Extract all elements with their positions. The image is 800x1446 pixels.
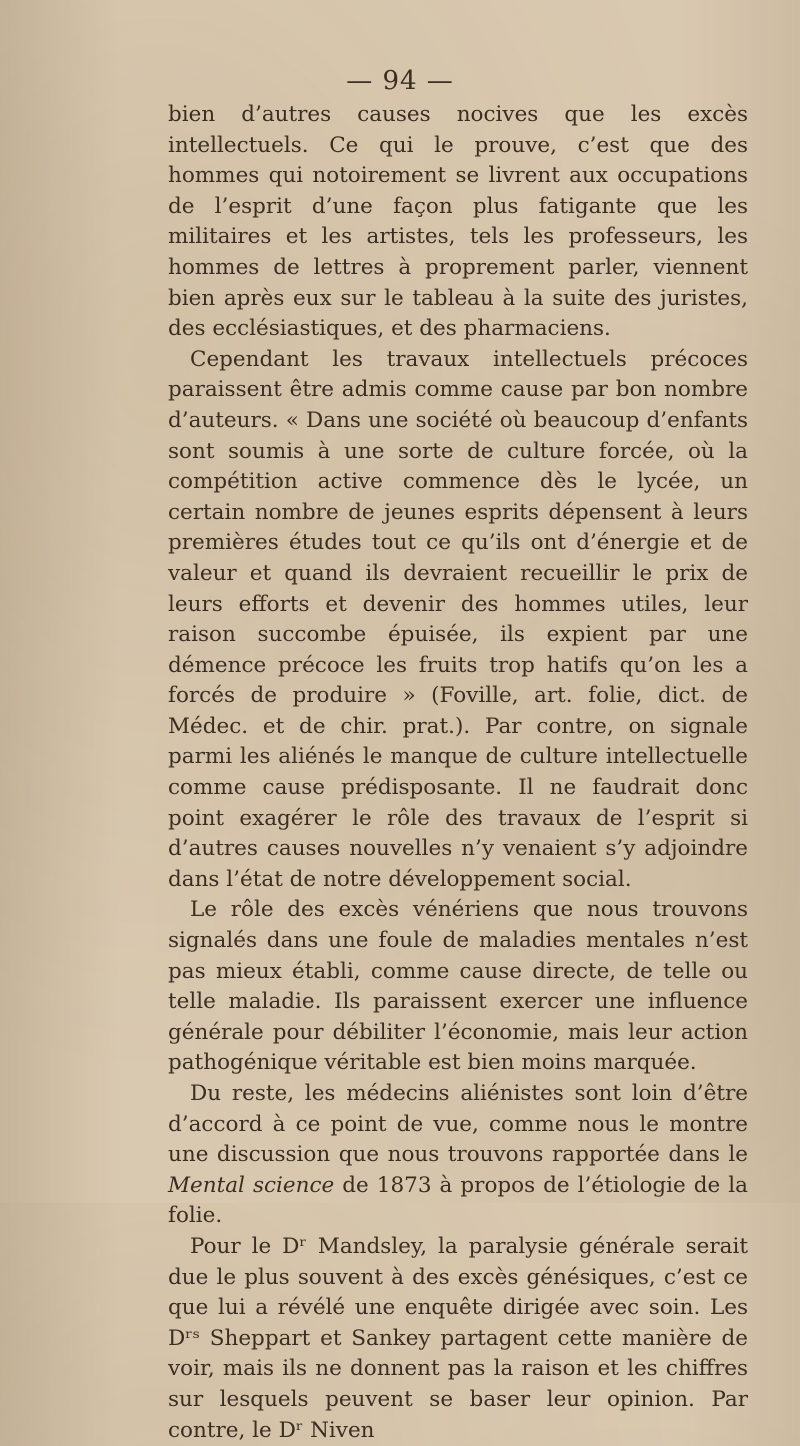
page-number: — 94 — <box>346 66 454 96</box>
body-text <box>168 100 748 1446</box>
paragraph-1: bien d’autres causes nocives que les excès intellectuels. Ce qui le prouve, c’est que des hommes qui notoirement se livrent aux occupations de l’esprit d’une façon plus fatigante que les militaires et les artistes, tels les professeurs, les hommes de lettres à proprement parler, viennent bien après eux sur le tableau à la suite des juristes, des ecclésiastiques, et des pharmaciens. <box>168 102 748 342</box>
paragraph-3: Le rôle des excès vénériens que nous trouvons signalés dans une foule de maladies mentales n’est pas mieux établi, comme cause directe, de telle ou telle maladie. Ils paraissent exercer une influence générale pour débiliter l’économie, mais leur action pathogénique véritable est bien moins marquée. <box>168 897 748 1076</box>
paragraph-4 <box>168 1079 748 1232</box>
paragraph-5: Pour le Dʳ Mandsley, la paralysie générale serait due le plus souvent à des excès génésiques, c’est ce que lui a révélé une enquête dirigée avec soin. Les Dʳˢ Sheppart et Sankey partagent cette manière de voir, mais ils ne donnent pas la raison et les chiffres sur lesquels peuvent se baser leur opinion. Par contre, le Dʳ Niven <box>168 1233 748 1443</box>
paragraph-4-before: Du reste, les médecins aliénistes sont loin d’être d’accord à ce point de vue, comme nous le montre une discussion que nous trouvons rapportée dans le <box>168 1081 748 1168</box>
paragraph-4-after: de 1873 à propos de l’étiologie de la folie. <box>168 1172 748 1229</box>
paragraph-2: Cependant les travaux intellectuels précoces paraissent être admis comme cause par bon nombre d’auteurs. « Dans une société où beaucoup d’enfants sont soumis à une sorte de culture forcée, où la compétition active commence dès le lycée, un certain nombre de jeunes esprits dépensent à leurs premières études tout ce qu’ils ont d’énergie et de valeur et quand ils devraient recueillir le prix de leurs efforts et devenir des hommes utiles, leur raison succombe épuisée, ils expient par une démence précoce les fruits trop hatifs qu’on les a forcés de produire » (Foville, art. folie, dict. de Médec. et de chir. prat.). Par contre, on signale parmi les aliénés le manque de culture intellectuelle comme cause prédisposante. Il ne faudrait donc point exagérer le rôle des travaux de l’esprit si d’autres causes nouvelles n’y venaient s’y adjoindre dans l’état de notre développement social. <box>168 346 748 892</box>
journal-title: Mental science <box>168 1172 335 1198</box>
